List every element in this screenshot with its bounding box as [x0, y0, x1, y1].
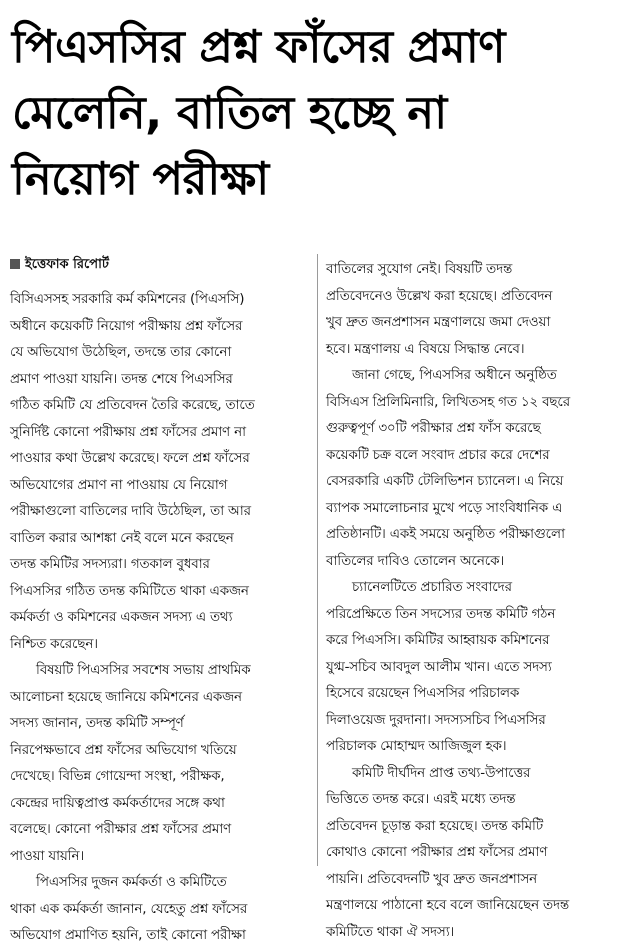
- text-line: প্রতিষ্ঠানটি। একই সময়ে অনুষ্ঠিত পরীক্ষাগুলো: [326, 526, 565, 542]
- text-line: কমিটি দীর্ঘদিন প্রাপ্ত তথ্য-উপাত্তের: [352, 764, 531, 781]
- text-line: ভিত্তিতে তদন্ত করে। এরই মধ্যে তদন্ত: [326, 791, 516, 807]
- text-line: প্রমাণ পাওয়া যায়নি। তদন্ত শেষে পিএসসির: [10, 370, 233, 387]
- headline-line: মেলেনি, বাতিল হচ্ছে না: [12, 86, 447, 139]
- text-line: অভিযোগের প্রমাণ না পাওয়ায় যে নিয়োগ: [10, 476, 228, 493]
- text-line: মন্ত্রণালয়ে পাঠানো হবে বলে জানিয়েছেন তদন্ত: [326, 897, 569, 913]
- text-line: পরিচালক মোহাম্মদ আজিজুল হক।: [326, 738, 507, 754]
- text-line: আলোচনা হয়েছে জানিয়ে কমিশনের একজন: [10, 688, 242, 705]
- text-line: পরিপ্রেক্ষিতে তিন সদস্যের তদন্ত কমিটি গঠন: [326, 605, 556, 622]
- text-line: কমিটিতে থাকা ঐ সদস্য।: [326, 923, 455, 940]
- text-line: বলেছে। কোনো পরীক্ষার প্রশ্ন ফাঁসের প্রমাণ: [10, 821, 232, 837]
- text-line: বিষয়টি পিএসসির সবশেষ সভায় প্রাথমিক: [36, 662, 251, 678]
- text-line: পিএসসির দুজন কর্মকর্তা ও কমিটিতে: [36, 874, 227, 890]
- text-line: হবে। মন্ত্রণালয় এ বিষয়ে সিদ্ধান্ত নেবে।: [326, 340, 525, 357]
- headline-line: পিএসসির প্রশ্ন ফাঁসের প্রমাণ: [12, 20, 505, 73]
- text-line: পাওয়া যায়নি।: [10, 847, 84, 864]
- text-line: বেসরকারি একটি টেলিভিশন চ্যানেল। এ নিয়ে: [326, 473, 564, 489]
- text-line: গঠিত কমিটি যে প্রতিবেদন তৈরি করেছে, তাতে: [10, 397, 255, 413]
- text-line: অধীনে কয়েকটি নিয়োগ পরীক্ষায় প্রশ্ন ফাঁসের: [10, 317, 243, 334]
- text-line: জানা গেছে, পিএসসির অধীনে অনুষ্ঠিত: [352, 367, 557, 383]
- text-line: বাতিল করার আশঙ্কা নেই বলে মনে করছেন: [10, 529, 234, 546]
- text-line: পায়নি। প্রতিবেদনটি খুব দ্রুত জনপ্রশাসন: [326, 870, 537, 887]
- text-line: কয়েকটি চক্র বলে সংবাদ প্রচার করে দেশের: [326, 446, 550, 463]
- text-line: বাতিলের সুযোগ নেই। বিষয়টি তদন্ত: [326, 261, 513, 277]
- text-line: নিশ্চিত করেছেন।: [10, 635, 98, 652]
- text-line: নিরপেক্ষভাবে প্রশ্ন ফাঁসের অভিযোগ খতিয়ে: [10, 741, 237, 758]
- text-line: বাতিলের দাবিও তোলেন অনেকে।: [326, 552, 505, 569]
- text-line: পাওয়ার কথা উল্লেখ করেছে। ফলে প্রশ্ন ফাঁসের: [10, 450, 250, 466]
- paragraph: [326, 362, 612, 574]
- text-line: গুরুত্বপূর্ণ ৩০টি পরীক্ষার প্রশ্ন ফাঁস করেছে: [326, 420, 541, 436]
- paragraph: [326, 256, 612, 362]
- square-bullet-icon: [10, 259, 20, 269]
- right-column: [326, 256, 612, 945]
- text-line: তদন্ত কমিটির সদস্যরা। গতকাল বুধবার: [10, 556, 210, 572]
- paragraph: [326, 760, 612, 946]
- text-line: প্রতিবেদন চূড়ান্ত করা হয়েছে। তদন্ত কমিটি: [326, 817, 543, 834]
- text-line: অভিযোগ প্রমাণিত হয়নি, তাই কোনো পরীক্ষা: [10, 927, 246, 943]
- text-line: যে অভিযোগ উঠেছিল, তদন্তে তার কোনো: [10, 344, 232, 360]
- byline-reporter: ইত্তেফাক রিপোর্ট: [25, 257, 109, 272]
- text-line: চ্যানেলটিতে প্রচারিত সংবাদের: [352, 579, 512, 595]
- text-line: দিলাওয়েজ দুরদানা। সদস্যসচিব পিএসসির: [326, 711, 546, 728]
- text-line: হিসেবে রয়েছেন পিএসসির পরিচালক: [326, 685, 520, 701]
- text-line: করে পিএসসি। কমিটির আহ্বায়ক কমিশনের: [326, 632, 550, 648]
- text-line: কেন্দ্রের দায়িত্বপ্রাপ্ত কর্মকর্তাদের সঙ্গে কথা: [10, 794, 225, 811]
- byline: [10, 254, 310, 276]
- text-line: সুনির্দিষ্ট কোনো পরীক্ষায় প্রশ্ন ফাঁসের প্রমাণ না: [10, 423, 246, 440]
- text-line: থাকা এক কর্মকর্তা জানান, যেহেতু প্রশ্ন ফাঁসের: [10, 900, 248, 917]
- text-line: পরীক্ষাগুলো বাতিলের দাবি উঠেছিল, তা আর: [10, 503, 251, 519]
- text-line: বিসিএসসহ সরকারি কর্ম কমিশনের (পিএসসি): [10, 291, 245, 307]
- paragraph: [10, 657, 310, 869]
- text-line: প্রতিবেদনেও উল্লেখ করা হয়েছে। প্রতিবেদন: [326, 287, 553, 304]
- text-line: কোথাও কোনো পরীক্ষার প্রশ্ন ফাঁসের প্রমাণ: [326, 844, 548, 860]
- text-line: ব্যাপক সমালোচনার মুখে পড়ে সাংবিধানিক এ: [326, 499, 563, 516]
- paragraph: [10, 286, 310, 657]
- text-line: খুব দ্রুত জনপ্রশাসন মন্ত্রণালয়ে জমা দেওয়া: [326, 314, 551, 330]
- column-divider: [317, 254, 318, 866]
- paragraph: [10, 869, 310, 949]
- text-line: কর্মকর্তা ও কমিশনের একজন সদস্য এ তথ্য: [10, 609, 233, 625]
- text-line: পিএসসির গঠিত তদন্ত কমিটিতে থাকা একজন: [10, 582, 249, 599]
- left-column: [10, 286, 310, 949]
- headline: [12, 14, 612, 212]
- headline-line: নিয়োগ পরীক্ষা: [12, 152, 269, 205]
- text-line: যুগ্ম-সচিব আবদুল আলীম খান। এতে সদস্য: [326, 658, 552, 675]
- paragraph: [326, 574, 612, 760]
- text-line: বিসিএস প্রিলিমিনারি, লিখিতসহ গত ১২ বছরে: [326, 393, 571, 410]
- text-line: দেখেছে। বিভিন্ন গোয়েন্দা সংস্থা, পরীক্ষক,: [10, 768, 225, 784]
- text-line: সদস্য জানান, তদন্ত কমিটি সম্পূর্ণ: [10, 715, 184, 731]
